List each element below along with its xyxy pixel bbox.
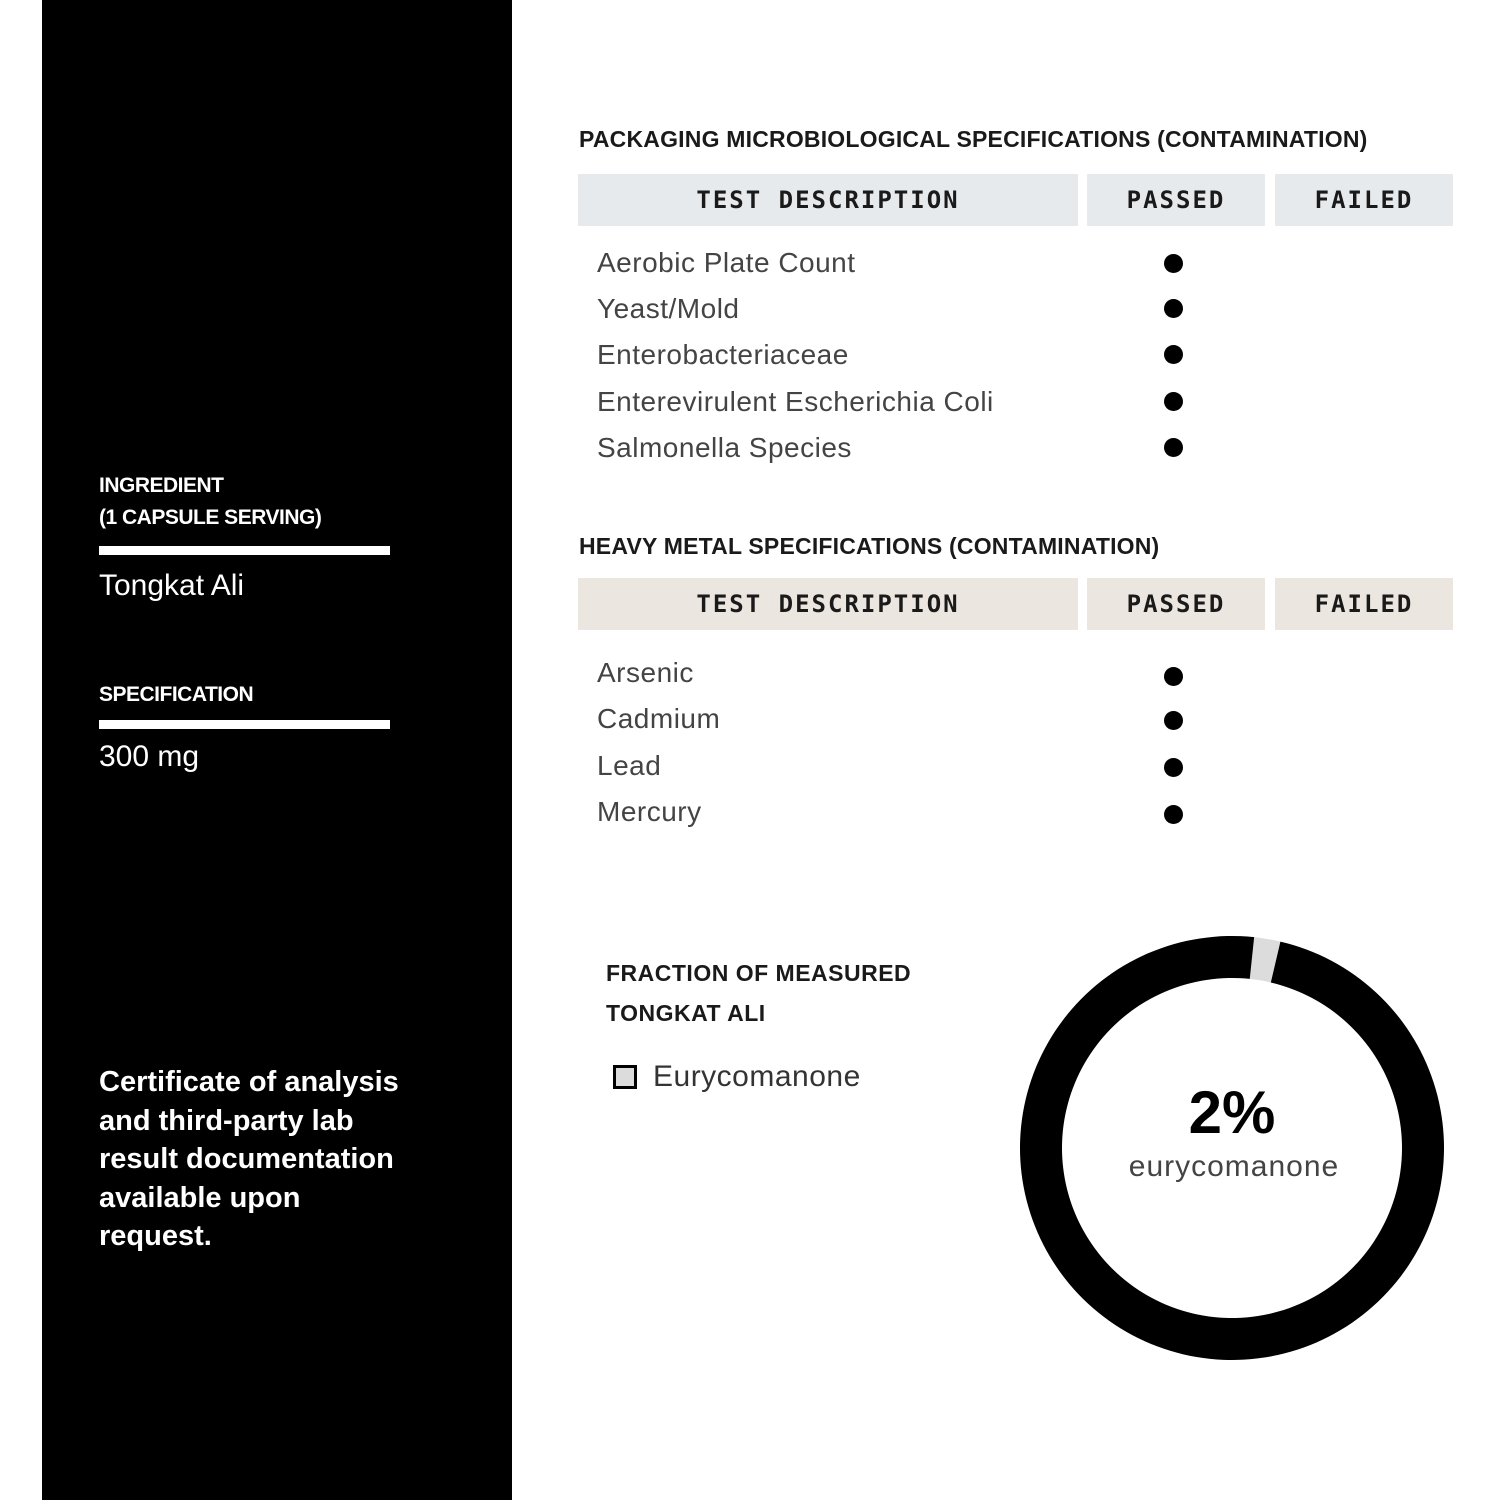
passed-dot (1164, 667, 1183, 686)
note-line: result documentation (99, 1143, 394, 1175)
note-line: Certificate of analysis (99, 1066, 399, 1098)
specification-label-line: SPECIFICATION (99, 683, 254, 706)
metal-row-label: Cadmium (597, 703, 721, 734)
micro-row-label: Yeast/Mold (597, 293, 740, 324)
micro-row-label: Aerobic Plate Count (597, 247, 856, 278)
legend-label: Eurycomanone (653, 1060, 861, 1093)
metal-header-passed: PASSED (1087, 578, 1265, 630)
passed-dot (1164, 299, 1183, 318)
micro-header-failed: FAILED (1275, 174, 1453, 226)
metal-row-label: Arsenic (597, 657, 694, 688)
donut-chart (1016, 932, 1448, 1364)
passed-dot (1164, 711, 1183, 730)
micro-row-label: Enterevirulent Escherichia Coli (597, 386, 994, 417)
micro-section-title: PACKAGING MICROBIOLOGICAL SPECIFICATIONS (CONTAMINATION) (579, 126, 1368, 152)
micro-row-label: Salmonella Species (597, 432, 852, 463)
passed-dot (1164, 345, 1183, 364)
title-line: OF ANALYSIS (102, 181, 366, 226)
ingredient-label (99, 470, 321, 534)
note-line: available upon (99, 1181, 301, 1214)
fraction-title-line: TONGKAT ALI (606, 1000, 766, 1026)
fraction-title (606, 953, 911, 1033)
donut-value: 2% (1188, 1079, 1276, 1146)
availability-note (99, 1063, 439, 1256)
ingredient-label-line: INGREDIENT (99, 474, 224, 497)
certificate-title (102, 122, 442, 395)
micro-header-description: TEST DESCRIPTION (578, 174, 1078, 226)
note-line: and third-party lab (99, 1104, 354, 1137)
passed-dot (1164, 392, 1183, 411)
passed-dot (1164, 254, 1183, 273)
metal-row-label: Lead (597, 750, 662, 781)
donut-slice-remainder (1020, 936, 1444, 1360)
title-line: INDEPENDENT (102, 290, 389, 335)
title-line: LAB RESULTS (102, 345, 380, 389)
ingredient-label-line: (1 CAPSULE SERVING) (99, 506, 322, 529)
metal-row-label: Mercury (597, 796, 702, 827)
legend-swatch (613, 1065, 637, 1089)
passed-dot (1164, 805, 1183, 824)
ingredient-value: Tongkat Ali (99, 569, 245, 602)
metal-section-title: HEAVY METAL SPECIFICATIONS (CONTAMINATION) (579, 533, 1160, 559)
specification-divider (99, 720, 390, 729)
donut-label: eurycomanone (1128, 1150, 1340, 1183)
micro-row-label: Enterobacteriaceae (597, 339, 849, 370)
passed-dot (1164, 438, 1183, 457)
metal-header-failed: FAILED (1275, 578, 1453, 630)
micro-header-passed: PASSED (1087, 174, 1265, 226)
ingredient-divider (99, 546, 390, 555)
title-line: CERTIFICATE (102, 127, 364, 171)
specification-value: 300 mg (99, 740, 200, 773)
specification-label (99, 679, 253, 711)
metal-header-description: TEST DESCRIPTION (578, 578, 1078, 630)
passed-dot (1164, 758, 1183, 777)
note-line: request. (99, 1220, 212, 1252)
title-line: & THIRD-PARTY (102, 236, 411, 280)
fraction-title-line: FRACTION OF MEASURED (606, 960, 912, 986)
